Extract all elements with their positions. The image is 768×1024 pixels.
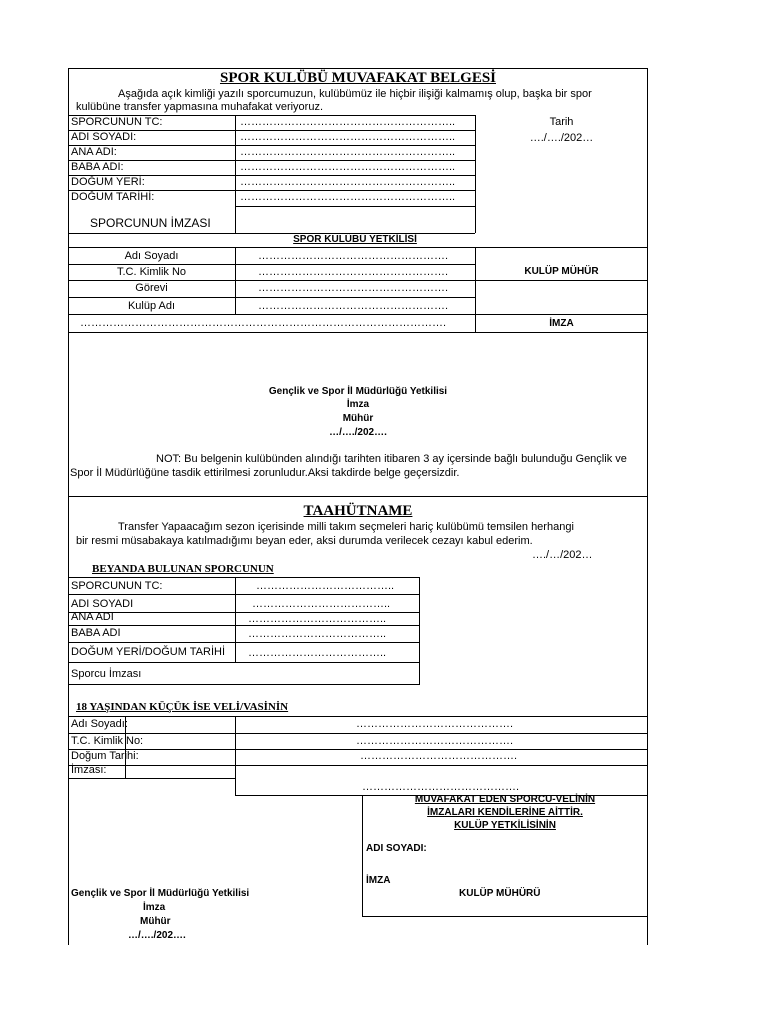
athlete-tc-value[interactable]: ………………………………………………….. [240,116,456,128]
guardian-birthdate-label: Doğum Tarihi: [71,750,139,762]
official-role-value[interactable]: ……………………………………………. [258,282,449,294]
declarant-father-label: BABA ADI [71,627,121,639]
date-label: Tarih [549,116,574,128]
directorate-official-title: Gençlik ve Spor İl Müdürlüğü Yetkilisi [268,386,448,397]
guardian-grid-line [68,765,648,766]
directorate-signature-2: İmza [143,902,166,913]
commitment-intro-2: bir resmi müsabakaya katılmadığımı beyan eder, aksi durumda verilecek cezayı kabul ederim. [76,535,533,547]
guardian-signature-value[interactable]: ……………………………………. [362,781,520,793]
guardian-signature-label: İmzası: [71,764,107,776]
consent-line-1: MUVAFAKAT EDEN SPORCU-VELİNİN [414,794,596,805]
official-id-value[interactable]: ……………………………………………. [258,266,449,278]
directorate-seal: Mühür [342,413,374,424]
athlete-mother-label: ANA ADI: [71,146,117,158]
directorate-date[interactable]: …/…./202…. [329,427,387,438]
consent-line-3: KULÜP YETKİLİSİNİN [454,820,556,831]
declarant-tc-value[interactable]: ……………………………….. [256,580,395,592]
directorate-official-title-2: Gençlik ve Spor İl Müdürlüğü Yetkilisi [71,888,250,899]
intro-line-2: kulübüne transfer yapmasına muhafakat veriyoruz. [76,101,324,113]
declarant-table-divider [235,577,236,662]
declarant-birth-label: DOĞUM YERİ/DOĞUM TARİHİ [71,646,226,658]
guardian-grid-line [68,733,648,734]
official-grid-line [68,264,475,265]
official-grid-line [68,314,648,315]
declarant-grid-line [68,662,419,663]
official-role-label: Görevi [135,282,168,294]
guardian-grid-line [68,716,648,717]
club-seal-label: KULÜP MÜHÜR [524,266,599,277]
official-grid-divider [235,247,236,314]
guardian-grid-line [68,778,235,779]
athlete-father-value[interactable]: ………………………………………………….. [240,161,456,173]
club-official-signature-label: İMZA [366,875,391,886]
declarant-father-value[interactable]: ……………………………….. [248,628,387,640]
directorate-date-2[interactable]: …/…./202…. [128,930,186,941]
guardian-grid-line [68,749,648,750]
note-line-2: Spor İl Müdürlüğüne tasdik ettirilmesi zorunludur.Aksi takdirde belge geçersizdir. [70,467,460,479]
official-club-value[interactable]: ……………………………………………. [258,300,449,312]
athlete-grid-divider [235,115,236,233]
section-separator [68,496,648,497]
guardian-grid-line [235,795,363,796]
guardian-id-value[interactable]: ……………………………………. [356,735,514,747]
athlete-birthdate-value[interactable]: ………………………………………………….. [240,191,456,203]
official-long-dots[interactable]: ………………………………………………………………………………………. [80,317,447,329]
declarant-name-label: ADI SOYADI [71,598,134,610]
guardian-grid-divider [235,716,236,795]
commitment-date[interactable]: …./…/202… [532,549,593,561]
declarant-heading: BEYANDA BULUNAN SPORCUNUN [92,563,274,575]
commitment-intro-1: Transfer Yapaacağım sezon içerisinde milli takım seçmeleri hariç kulübümü temsilen herhangi [118,521,574,533]
athlete-tc-label: SPORCUNUN TC: [71,116,163,128]
athlete-birthdate-label: DOĞUM TARİHİ: [71,191,155,203]
official-signature-label: İMZA [549,318,574,329]
club-official-heading: SPOR KULÜBÜ YETKİLİSİ [293,234,417,245]
declarant-mother-value[interactable]: ……………………………….. [248,613,387,625]
athlete-name-value[interactable]: ………………………………………………….. [240,131,456,143]
declarant-signature-label: Sporcu İmzası [71,668,142,680]
athlete-mother-value[interactable]: ………………………………………………….. [240,146,456,158]
declarant-grid-line [68,594,419,595]
guardian-id-label: T.C. Kimlik No: [71,735,144,747]
note-line-1: NOT: Bu belgenin kulübünden alındığı tarihten itibaren 3 ay içersinde bağlı bulunduğu Gençlik ve [156,453,627,465]
official-grid-line [68,332,648,333]
athlete-grid-line [235,206,475,207]
commitment-title: TAAHÜTNAME [303,503,413,519]
guardian-name-value[interactable]: ……………………………………. [356,718,514,730]
declarant-tc-label: SPORCUNUN TC: [71,580,163,592]
athlete-signature-label: SPORCUNUN İMZASI [90,216,211,230]
declarant-name-value[interactable]: ……………………………….. [252,598,391,610]
declarant-birth-value[interactable]: ……………………………….. [248,647,387,659]
declarant-grid-line [68,642,419,643]
official-name-value[interactable]: ……………………………………………. [258,250,449,262]
guardian-name-label: Adı Soyadı: [71,718,128,730]
declarant-mother-label: ANA ADI [71,611,114,623]
official-club-label: Kulüp Adı [127,300,176,312]
intro-line-1: Aşağıda açık kimliği yazılı sporcumuzun, kulübümüz ile hiçbir ilişiği kalmamış olup, başka bir spor [118,88,592,100]
official-name-label: Adı Soyadı [124,250,179,262]
guardian-heading: 18 YAŞINDAN KÜÇÜK İSE VELİ/VASİNİN [76,701,289,713]
club-seal-label-2: KULÜP MÜHÜRÜ [459,888,541,899]
official-id-label: T.C. Kimlik No [116,266,187,278]
consent-line-2: İMZALARI KENDİLERİNE AİTTİR. [427,807,583,818]
athlete-name-label: ADI SOYADI: [71,131,137,143]
frame-top-border [68,68,648,69]
directorate-signature: İmza [346,399,370,410]
athlete-birthplace-label: DOĞUM YERİ: [71,176,145,188]
guardian-birthdate-value[interactable]: ……………………………………. [360,750,518,762]
document-title: SPOR KULÜBÜ MUVAFAKAT BELGESİ [219,70,497,86]
official-grid-line [68,297,475,298]
athlete-birthplace-value[interactable]: ………………………………………………….. [240,176,456,188]
official-grid-line [68,280,648,281]
directorate-seal-2: Mühür [140,916,171,927]
official-grid-line [68,247,648,248]
athlete-father-label: BABA ADI: [71,161,124,173]
club-official-name-label: ADI SOYADI: [366,843,427,854]
date-value[interactable]: …./…./202… [529,132,594,144]
